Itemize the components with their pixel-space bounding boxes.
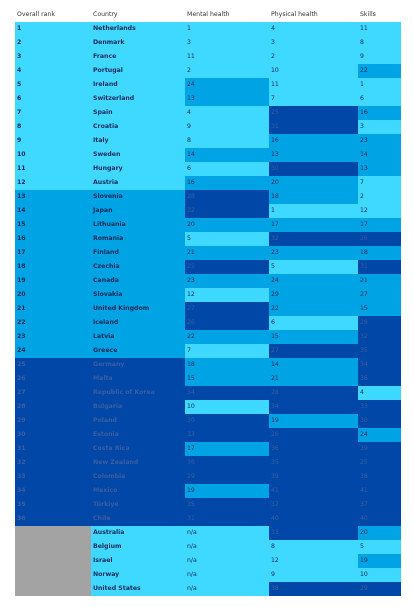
physical-health-cell: 18 [269,190,358,204]
table-row [15,260,401,274]
physical-health-cell: 28 [269,386,358,400]
physical-health-cell: 24 [269,274,358,288]
rank-cell: 30 [15,428,91,442]
physical-health-cell: 29 [269,288,358,302]
rank-cell [15,540,91,554]
physical-health-cell: 16 [269,134,358,148]
skills-cell: 33 [358,400,401,414]
skills-cell: 15 [358,302,401,316]
physical-health-cell: 35 [269,456,358,470]
mental-health-cell: 24 [185,78,269,92]
physical-health-cell: 10 [269,64,358,78]
table-row [15,344,401,358]
country-cell: Japan [91,204,185,218]
mental-health-cell: 16 [185,176,269,190]
mental-health-cell: 36 [185,456,269,470]
table-row [15,484,401,498]
mental-health-cell: 32 [185,204,269,218]
rank-cell: 32 [15,456,91,470]
country-cell: Belgium [91,540,185,554]
country-cell: Norway [91,568,185,582]
country-cell: Costa Rica [91,442,185,456]
physical-health-cell: 37 [269,498,358,512]
country-cell: Iceland [91,316,185,330]
skills-cell: 6 [358,92,401,106]
physical-health-cell: 11 [269,78,358,92]
table-row [15,50,401,64]
skills-cell: 5 [358,540,401,554]
skills-cell: 29 [358,582,401,596]
physical-health-cell: 25 [269,106,358,120]
physical-health-cell: 39 [269,470,358,484]
physical-health-cell: 5 [269,260,358,274]
country-cell: Austria [91,176,185,190]
rank-cell: 21 [15,302,91,316]
table-row [15,232,401,246]
country-cell: Colombia [91,470,185,484]
rank-cell: 11 [15,162,91,176]
rank-cell [15,568,91,582]
rank-cell: 24 [15,344,91,358]
mental-health-cell: 13 [185,92,269,106]
skills-cell: 31 [358,260,401,274]
country-cell: Netherlands [91,22,185,36]
skills-cell: 19 [358,554,401,568]
mental-health-cell: n/a [185,554,269,568]
table-row [15,22,401,36]
physical-health-cell: 14 [269,358,358,372]
physical-health-cell: 15 [269,330,358,344]
table-row [15,302,401,316]
table-row [15,470,401,484]
rank-cell: 7 [15,106,91,120]
mental-health-cell: 26 [185,316,269,330]
rank-cell: 26 [15,372,91,386]
skills-cell: 3 [358,120,401,134]
country-cell: Estonia [91,428,185,442]
table-row [15,386,401,400]
rank-cell: 33 [15,470,91,484]
rank-cell: 15 [15,218,91,232]
rank-cell: 8 [15,120,91,134]
rank-cell [15,554,91,568]
country-cell: Chile [91,512,185,526]
skills-cell: 8 [358,36,401,50]
country-cell: Romania [91,232,185,246]
rank-cell: 36 [15,512,91,526]
physical-health-cell: 21 [269,372,358,386]
mental-health-cell: 22 [185,330,269,344]
mental-health-cell: 28 [185,190,269,204]
skills-cell: 24 [358,428,401,442]
physical-health-cell: 3 [269,36,358,50]
country-cell: Mexico [91,484,185,498]
header-overall-rank: Overall rank [17,11,55,18]
skills-cell: 21 [358,274,401,288]
physical-health-cell: 26 [269,428,358,442]
table-row [15,540,401,554]
rank-cell: 16 [15,232,91,246]
physical-health-cell: 23 [269,246,358,260]
country-cell: Germany [91,358,185,372]
mental-health-cell: 25 [185,260,269,274]
mental-health-cell: n/a [185,526,269,540]
physical-health-cell: 1 [269,204,358,218]
rank-cell: 3 [15,50,91,64]
table-row [15,134,401,148]
skills-cell: 41 [358,484,401,498]
header-country: Country [93,11,118,18]
rank-cell: 2 [15,36,91,50]
mental-health-cell: 14 [185,148,269,162]
country-cell: Slovakia [91,288,185,302]
rank-cell: 25 [15,358,91,372]
physical-health-cell: 34 [269,400,358,414]
table-row [15,246,401,260]
table-row [15,498,401,512]
mental-health-cell: 31 [185,512,269,526]
table-row [15,190,401,204]
mental-health-cell: 19 [185,484,269,498]
mental-health-cell: 15 [185,372,269,386]
table-row [15,358,401,372]
mental-health-cell: n/a [185,568,269,582]
skills-cell: 26 [358,232,401,246]
mental-health-cell: 27 [185,302,269,316]
country-cell: Denmark [91,36,185,50]
skills-cell: 40 [358,512,401,526]
skills-cell: 39 [358,442,401,456]
skills-cell: 16 [358,106,401,120]
mental-health-cell: 29 [185,470,269,484]
country-cell: Latvia [91,330,185,344]
skills-cell: 9 [358,50,401,64]
table-row [15,316,401,330]
country-cell: France [91,50,185,64]
skills-cell: 10 [358,568,401,582]
rank-cell: 22 [15,316,91,330]
country-cell: Portugal [91,64,185,78]
rank-cell: 29 [15,414,91,428]
country-cell: Switzerland [91,92,185,106]
table-row [15,400,401,414]
rank-cell: 34 [15,484,91,498]
rank-cell: 13 [15,190,91,204]
skills-cell: 14 [358,148,401,162]
mental-health-cell: 20 [185,218,269,232]
table-row [15,582,401,596]
country-cell: Sweden [91,148,185,162]
physical-health-cell: 8 [269,540,358,554]
table-row [15,176,401,190]
table-row [15,554,401,568]
mental-health-cell: 11 [185,50,269,64]
mental-health-cell: 17 [185,442,269,456]
country-cell: Poland [91,414,185,428]
skills-cell: 12 [358,204,401,218]
physical-health-cell: 40 [269,512,358,526]
skills-cell: 7 [358,176,401,190]
skills-cell: 4 [358,386,401,400]
country-cell: Israel [91,554,185,568]
skills-cell: 17 [358,218,401,232]
table-row [15,204,401,218]
table-row [15,162,401,176]
mental-health-cell: 3 [185,36,269,50]
mental-health-cell: 5 [185,232,269,246]
physical-health-cell: 30 [269,162,358,176]
rank-cell: 14 [15,204,91,218]
mental-health-cell: 2 [185,64,269,78]
table-row [15,218,401,232]
skills-cell: 32 [358,330,401,344]
rank-cell [15,582,91,596]
country-cell: Australia [91,526,185,540]
country-cell: Türkiye [91,498,185,512]
mental-health-cell: 18 [185,358,269,372]
country-cell: Finland [91,246,185,260]
mental-health-cell: 4 [185,106,269,120]
skills-cell: 11 [358,22,401,36]
rank-cell: 4 [15,64,91,78]
skills-cell: 35 [358,344,401,358]
physical-health-cell: 12 [269,554,358,568]
country-cell: Bulgaria [91,400,185,414]
physical-health-cell: 2 [269,50,358,64]
rank-cell: 17 [15,246,91,260]
country-cell: Malta [91,372,185,386]
mental-health-cell: n/a [185,540,269,554]
country-cell: Croatia [91,120,185,134]
mental-health-cell: 1 [185,22,269,36]
mental-health-cell: 9 [185,120,269,134]
skills-cell: 1 [358,78,401,92]
rank-cell: 12 [15,176,91,190]
skills-cell: 23 [358,134,401,148]
table-row [15,92,401,106]
table-row [15,414,401,428]
rank-cell: 6 [15,92,91,106]
table-row [15,330,401,344]
mental-health-cell: 10 [185,400,269,414]
mental-health-cell: n/a [185,582,269,596]
mental-health-cell: 7 [185,344,269,358]
physical-health-cell: 20 [269,176,358,190]
physical-health-cell: 17 [269,218,358,232]
skills-cell: 27 [358,288,401,302]
table-row [15,78,401,92]
skills-cell: 2 [358,190,401,204]
country-cell: Italy [91,134,185,148]
country-cell: Slovenia [91,190,185,204]
table-row [15,36,401,50]
table-row [15,106,401,120]
physical-health-cell: 22 [269,302,358,316]
rank-cell: 19 [15,274,91,288]
table-row [15,456,401,470]
rank-cell: 18 [15,260,91,274]
skills-cell: 22 [358,64,401,78]
header-skills: Skills [360,11,376,18]
rank-cell: 23 [15,330,91,344]
physical-health-cell: 9 [269,568,358,582]
physical-health-cell: 13 [269,148,358,162]
table-row [15,442,401,456]
physical-health-cell: 36 [269,442,358,456]
physical-health-cell: 7 [269,92,358,106]
skills-cell: 37 [358,498,401,512]
skills-cell: 13 [358,162,401,176]
country-cell: United States [91,582,185,596]
country-cell: Czechia [91,260,185,274]
table-row [15,512,401,526]
physical-health-cell: 33 [269,526,358,540]
mental-health-cell: 34 [185,386,269,400]
country-cell: Hungary [91,162,185,176]
physical-health-cell: 19 [269,414,358,428]
country-cell: Ireland [91,78,185,92]
country-cell: Lithuania [91,218,185,232]
rank-cell: 35 [15,498,91,512]
country-cell: New Zealand [91,456,185,470]
table-row [15,526,401,540]
rank-cell: 10 [15,148,91,162]
rank-cell: 28 [15,400,91,414]
physical-health-cell: 27 [269,344,358,358]
physical-health-cell: 38 [269,582,358,596]
table-row [15,64,401,78]
rank-cell [15,526,91,540]
physical-health-cell: 32 [269,232,358,246]
rank-cell: 31 [15,442,91,456]
header-mental-health: Mental health [187,11,230,18]
skills-cell: 25 [358,456,401,470]
table-row [15,288,401,302]
header-physical-health: Physical health [271,11,318,18]
mental-health-cell: 30 [185,414,269,428]
skills-cell: 28 [358,316,401,330]
mental-health-cell: 33 [185,428,269,442]
table-row [15,428,401,442]
table-row [15,372,401,386]
skills-cell: 18 [358,246,401,260]
physical-health-cell: 41 [269,484,358,498]
country-cell: Republic of Korea [91,386,185,400]
mental-health-cell: 21 [185,246,269,260]
mental-health-cell: 12 [185,288,269,302]
skills-cell: 36 [358,372,401,386]
skills-cell: 30 [358,414,401,428]
skills-cell: 38 [358,470,401,484]
table-row [15,148,401,162]
mental-health-cell: 6 [185,162,269,176]
skills-cell: 34 [358,358,401,372]
table-row [15,120,401,134]
physical-health-cell: 31 [269,120,358,134]
mental-health-cell: 23 [185,274,269,288]
country-cell: Greece [91,344,185,358]
rank-cell: 9 [15,134,91,148]
country-cell: Spain [91,106,185,120]
rank-cell: 20 [15,288,91,302]
table-row [15,274,401,288]
country-cell: Canada [91,274,185,288]
mental-health-cell: 8 [185,134,269,148]
table-row [15,568,401,582]
physical-health-cell: 4 [269,22,358,36]
rank-cell: 27 [15,386,91,400]
rank-cell: 1 [15,22,91,36]
rank-cell: 5 [15,78,91,92]
country-cell: United Kingdom [91,302,185,316]
physical-health-cell: 6 [269,316,358,330]
mental-health-cell: 35 [185,498,269,512]
skills-cell: 20 [358,526,401,540]
